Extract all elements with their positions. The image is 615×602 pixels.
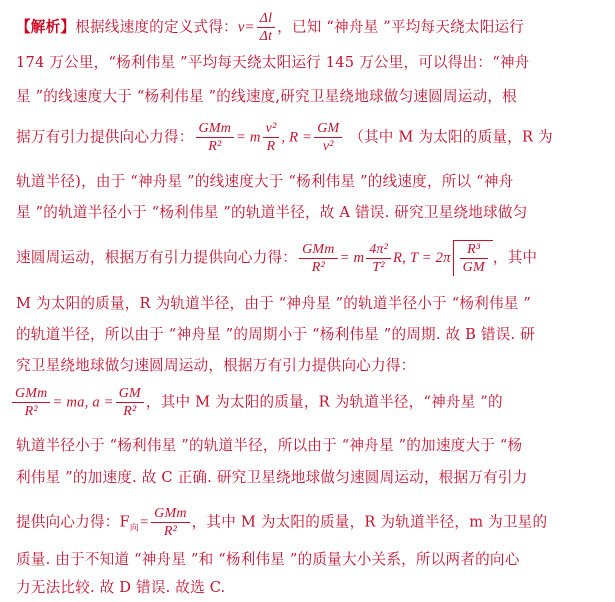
denominator: R² (123, 404, 137, 419)
line-5: 轨道半径)，由于 “神舟星 ”的线速度大于 “杨利伟星 ”的线速度，所以 “神舟 (16, 173, 514, 190)
numerator: GMm (12, 385, 50, 403)
numerator: GMm (196, 120, 234, 138)
denominator: Δt (259, 29, 273, 44)
numerator: v² (263, 120, 280, 138)
formula-text: , R = (281, 129, 313, 146)
denominator: R² (163, 524, 177, 539)
denominator: R² (24, 404, 38, 419)
square-root (453, 240, 493, 276)
numerator: GMm (299, 241, 337, 259)
denominator: GM (462, 260, 485, 275)
fraction (12, 385, 50, 420)
text: ，其中 (492, 249, 538, 266)
formula-text: = ma, a = (52, 394, 114, 411)
line-16: 力无法比较. 故 D 错误. 故选 C. (16, 579, 226, 596)
fraction (299, 241, 337, 276)
fraction (366, 241, 391, 276)
line-8: M 为太阳的质量，R 为轨道半径，由于 “神舟星 ”的轨道半径小于 “杨利伟星 ” (16, 295, 532, 312)
denominator: R² (311, 259, 325, 275)
fraction (263, 120, 280, 155)
line-1 (16, 10, 524, 45)
text: 速圆周运动，根据万有引力提供向心力得： (16, 249, 298, 266)
denominator: R² (208, 139, 222, 154)
line-4 (16, 120, 553, 155)
numerator: Δl (257, 10, 276, 28)
denominator: v² (322, 139, 334, 154)
fraction (116, 385, 144, 420)
formula-v: v= (237, 19, 255, 36)
fraction (196, 120, 234, 155)
line-13: 利伟星 ”的加速度. 故 C 正确. 研究卫星绕地球做匀速圆周运动，根据万有引力 (16, 469, 528, 486)
line-7 (16, 240, 537, 276)
line-11 (10, 385, 503, 420)
numerator: GM (116, 385, 144, 403)
fraction (460, 241, 488, 276)
subscript: 向 (129, 523, 140, 534)
denominator: R (266, 139, 276, 154)
line-15: 质量. 由于不知道 “神舟星 ”和 “杨利伟星 ”的质量大小关系，所以两者的向心 (16, 551, 520, 568)
line-3: 星 ”的线速度大于 “杨利伟星 ”的线速度,研究卫星绕地球做匀速圆周运动，根 (16, 88, 517, 105)
numerator: GM (314, 120, 342, 138)
text: ，其中 M 为太阳的质量，R 为轨道半径，“神舟星 ”的 (145, 393, 503, 411)
formula-text: = m (339, 250, 365, 266)
text: 提供向心力得：F (16, 513, 130, 531)
fraction (151, 505, 189, 540)
text: ，其中 M 为太阳的质量，R 为轨道半径，m 为卫星的 (191, 513, 548, 531)
numerator: 4π² (366, 241, 391, 259)
text: ，已知 “神舟星 ”平均每天绕太阳运行 (277, 18, 525, 36)
line-12: 轨道半径小于 “杨利伟星 ”的轨道半径，所以由于 “神舟星 ”的加速度大于 “杨 (16, 437, 523, 454)
numerator: R³ (460, 241, 488, 259)
numerator: GMm (151, 505, 189, 523)
formula-text: = (139, 514, 150, 531)
formula-text: R, T = 2π (393, 250, 451, 266)
denominator: T² (372, 259, 385, 275)
line-14 (16, 505, 547, 540)
line-9: 的轨道半径，所以由于 “神舟星 ”的周期小于 “杨利伟星 ”的周期. 故 B 错误. 研 (16, 326, 535, 343)
line-6: 星 ”的轨道半径小于 “杨利伟星 ”的轨道半径，故 A 错误. 研究卫星绕地球做匀 (16, 204, 528, 221)
line-10: 究卫星绕地球做匀速圆周运动，根据万有引力提供向心力得： (16, 357, 416, 374)
fraction (314, 120, 342, 155)
formula-text: = m (236, 129, 261, 146)
fraction (257, 10, 276, 45)
text: 据万有引力提供向心力得： (16, 128, 194, 146)
text: （其中 M 为太阳的质量，R 为 (344, 128, 553, 146)
analysis-tag: 【解析】 (16, 18, 76, 36)
line-2: 174 万公里，“杨利伟星 ”平均每天绕太阳运行 145 万公里，可以得出：“神舟 (16, 54, 530, 71)
text: 根据线速度的定义式得： (75, 18, 238, 36)
